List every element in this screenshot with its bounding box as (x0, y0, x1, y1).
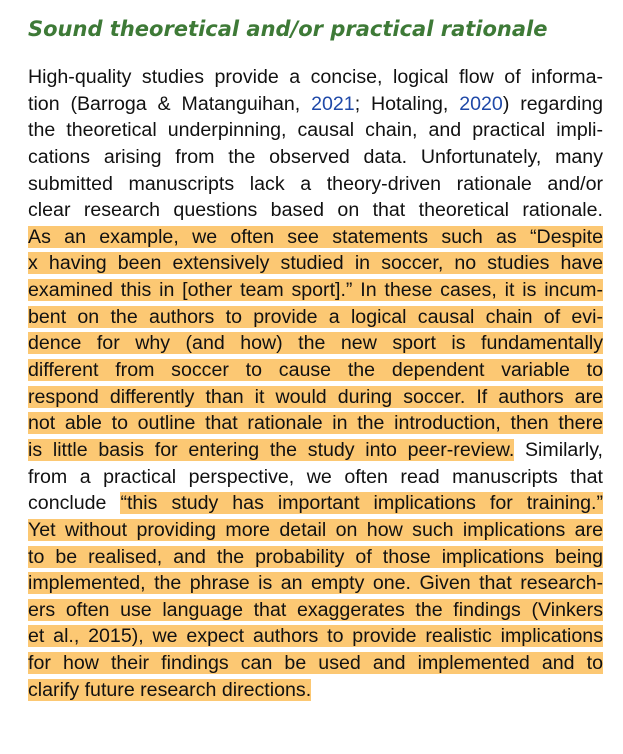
body-paragraph (28, 64, 603, 703)
text-line (28, 517, 603, 544)
paragraph-text: ; Hotaling, (354, 92, 460, 115)
text-line (28, 304, 603, 331)
text-line (28, 224, 603, 251)
highlighted-text: respond differently than it would during soccer. If authors are (28, 385, 603, 408)
text-line (28, 437, 603, 464)
citation-link[interactable]: 2020 (459, 92, 503, 115)
text-line (28, 171, 603, 198)
paragraph-text: High-quality studies provide a concise, logical flow of informa- (28, 66, 603, 88)
highlighted-text: ers often use language that exaggerates the findings (Vinkers (28, 598, 603, 621)
text-line (28, 64, 603, 91)
highlighted-text: not able to outline that rationale in the introduction, then there (28, 412, 603, 435)
highlighted-text: “this study has important implications for training.” (120, 492, 603, 515)
paragraph-text: cations arising from the observed data. Unfortunately, many (28, 145, 603, 168)
text-line (28, 357, 603, 384)
highlighted-text: dence for why (and how) the new sport is fundamentally (28, 332, 603, 355)
text-line (28, 570, 603, 597)
text-line (28, 330, 603, 357)
text-line (28, 650, 603, 677)
text-line (28, 91, 603, 118)
text-line (28, 677, 603, 704)
highlighted-text: et al., 2015), we expect authors to provide realistic implications (28, 625, 603, 648)
highlighted-text: Yet without providing more detail on how such implications are (28, 518, 603, 541)
highlighted-text: bent on the authors to provide a logical causal chain of evi- (28, 305, 603, 328)
highlighted-text: clarify future research directions. (28, 678, 312, 701)
highlighted-text: different from soccer to cause the dependent variable to (28, 359, 603, 382)
text-line (28, 277, 603, 304)
section-heading: Sound theoretical and/or practical rationale (28, 17, 548, 41)
paragraph-text: clear research questions based on that theoretical rationale. (28, 199, 603, 222)
highlighted-text: is little basis for entering the study into peer-review. (28, 438, 515, 461)
highlighted-text: for how their findings can be used and implemented and to (28, 652, 603, 675)
text-line (28, 544, 603, 571)
paragraph-text: the theoretical underpinning, causal chain, and practical impli- (28, 119, 603, 142)
highlighted-text: x having been extensively studied in soccer, no studies have (28, 252, 603, 275)
paragraph-text: Similarly, (514, 438, 603, 461)
text-line (28, 144, 603, 171)
text-line (28, 464, 603, 491)
highlighted-text: to be realised, and the probability of those implications being (28, 545, 603, 568)
paragraph-text: submitted manuscripts lack a theory-driven rationale and/or (28, 172, 603, 195)
text-line (28, 384, 603, 411)
highlighted-text: implemented, the phrase is an empty one. Given that research- (28, 572, 603, 595)
text-line (28, 117, 603, 144)
highlighted-text: examined this in [other team sport].” In these cases, it is incum- (28, 279, 603, 302)
text-line (28, 250, 603, 277)
text-line (28, 623, 603, 650)
text-line (28, 597, 603, 624)
text-line (28, 490, 603, 517)
highlighted-text: As an example, we often see statements such as “Despite (28, 225, 603, 248)
text-line (28, 410, 603, 437)
paragraph-text: ) regarding (502, 92, 603, 115)
citation-link[interactable]: 2021 (311, 92, 355, 115)
text-line (28, 197, 603, 224)
paragraph-text: from a practical perspective, we often read manuscripts that (28, 465, 603, 488)
paragraph-text: conclude (28, 492, 121, 515)
paragraph-text: tion (Barroga & Matanguihan, (28, 92, 312, 115)
